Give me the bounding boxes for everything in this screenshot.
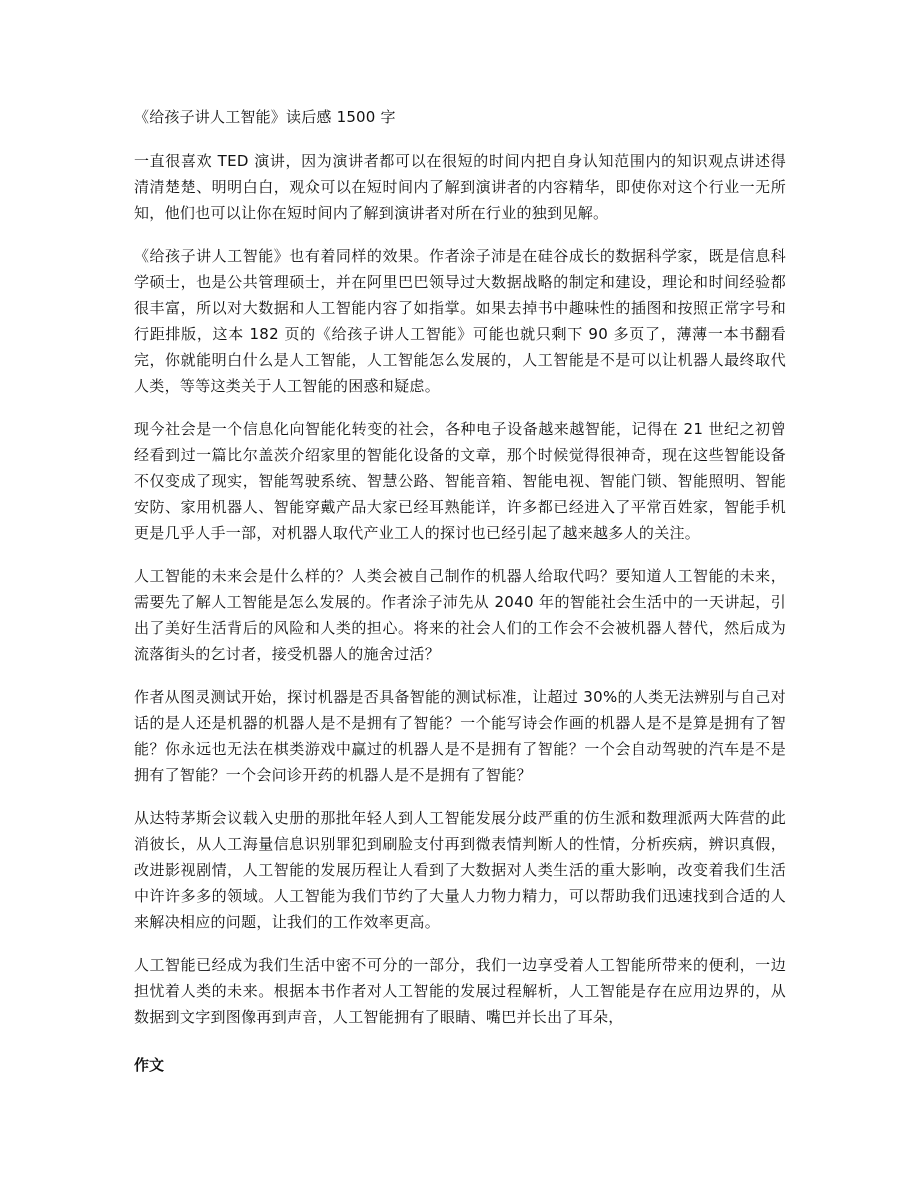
paragraph-5: 作者从图灵测试开始，探讨机器是否具备智能的测试标准，让超过 30%的人类无法辨别与自己对话的是人还是机器的机器人是不是拥有了智能？一个能写诗会作画的机器人是不是算是拥有了智能？你永远也无法在棋类游戏中赢过的机器人是不是拥有了智能？一个会自动驾驶的汽车是不是拥有了智能？一个会问诊开药的机器人是不是拥有了智能？ <box>134 688 786 784</box>
paragraph-2: 《给孩子讲人工智能》也有着同样的效果。作者涂子沛是在硅谷成长的数据科学家，既是信息科学硕士，也是公共管理硕士，并在阿里巴巴领导过大数据战略的制定和建设，理论和时间经验都很丰富，所以对大数据和人工智能内容了如指掌。如果去掉书中趣味性的插图和按照正常字号和行距排版，这本 182 页的《给孩子讲人工智能》可能也就只剩下 90 多页了，薄薄一本书翻看完，你就能明白什么是人工智能，人工智能怎么发展的，人工智能是不是可以让机器人最终取代人类，等等这类关于人工智能的困惑和疑虑。 <box>134 247 786 395</box>
document-title: 《给孩子讲人工智能》读后感 1500 字 <box>134 108 396 126</box>
paragraph-4: 人工智能的未来会是什么样的？人类会被自己制作的机器人给取代吗？要知道人工智能的未来，需要先了解人工智能是怎么发展的。作者涂子沛先从 2040 年的智能社会生活中的一天讲起，引出了美好生活背后的风险和人类的担心。将来的社会人们的工作会不会被机器人替代，然后成为流落街头的乞讨者，接受机器人的施舍过活？ <box>134 567 786 663</box>
document-page <box>134 104 786 1078</box>
paragraph-3: 现今社会是一个信息化向智能化转变的社会，各种电子设备越来越智能，记得在 21 世纪之初曾经看到过一篇比尔盖茨介绍家里的智能化设备的文章，那个时候觉得很神奇，现在这些智能设备不仅变成了现实，智能驾驶系统、智慧公路、智能音箱、智能电视、智能门锁、智能照明、智能安防、家用机器人、智能穿戴产品大家已经耳熟能详，许多都已经进入了平常百姓家，智能手机更是几乎人手一部，对机器人取代产业工人的探讨也已经引起了越来越多人的关注。 <box>134 420 786 542</box>
paragraph-6: 从达特茅斯会议载入史册的那批年轻人到人工智能发展分歧严重的仿生派和数理派两大阵营的此消彼长，从人工海量信息识别罪犯到刷脸支付再到微表情判断人的性情，分析疾病，辨识真假，改进影视剧情，人工智能的发展历程让人看到了大数据对人类生活的重大影响，改变着我们生活中许许多多的领域。人工智能为我们节约了大量人力物力精力，可以帮助我们迅速找到合适的人来解决相应的问题，让我们的工作效率更高。 <box>134 809 786 931</box>
paragraph-7: 人工智能已经成为我们生活中密不可分的一部分，我们一边享受着人工智能所带来的便利，一边担忧着人类的未来。根据本书作者对人工智能的发展过程解析，人工智能是存在应用边界的，从数据到文字到图像再到声音，人工智能拥有了眼睛、嘴巴并长出了耳朵， <box>134 956 786 1026</box>
footer-label: 作文 <box>134 1056 165 1074</box>
paragraph-1: 一直很喜欢 TED 演讲，因为演讲者都可以在很短的时间内把自身认知范围内的知识观点讲述得清清楚楚、明明白白，观众可以在短时间内了解到演讲者的内容精华，即使你对这个行业一无所知，他们也可以让你在短时间内了解到演讲者对所在行业的独到见解。 <box>134 152 786 222</box>
